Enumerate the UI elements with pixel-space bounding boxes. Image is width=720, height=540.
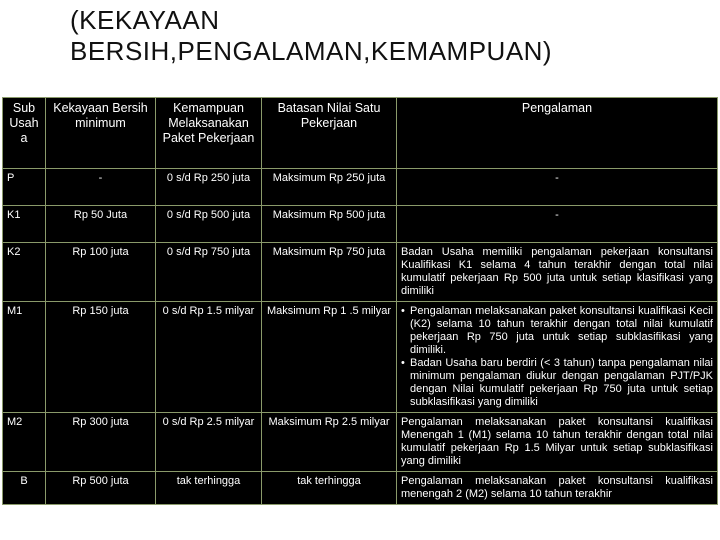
- header-pengalaman: Pengalaman: [397, 98, 718, 169]
- page-number: 47: [651, 507, 665, 521]
- table-row-p: [3, 169, 718, 206]
- bullet-item: • Pengalaman melaksanakan paket konsultansi kualifikasi Kecil (K2) selama 10 tahun terakhir dengan total nilai kumulatif pekerjaan Rp 750 juta untuk setiap subklasifikasi yang dimiliki.: [401, 305, 713, 357]
- cell-sub: M1: [3, 302, 46, 413]
- cell-kekayaan: Rp 500 juta: [46, 472, 156, 505]
- cell-sub: B: [3, 472, 46, 505]
- cell-batasan: tak terhingga: [262, 472, 397, 505]
- cell-batasan: Maksimum Rp 500 juta: [262, 206, 397, 243]
- cell-pengalaman: Badan Usaha memiliki pengalaman pekerjaan konsultansi Kualifikasi K1 selama 4 tahun terakhir dengan total nilai kumulatif pekerjaan Rp 500 juta untuk setiap klasifikasi yang dimiliki: [397, 243, 718, 302]
- cell-kemampuan: 0 s/d Rp 500 juta: [156, 206, 262, 243]
- slide-title: [70, 5, 552, 67]
- cell-kekayaan: Rp 150 juta: [46, 302, 156, 413]
- cell-kemampuan: 0 s/d Rp 2.5 milyar: [156, 413, 262, 472]
- cell-kemampuan: 0 s/d Rp 750 juta: [156, 243, 262, 302]
- table-header-row: [3, 98, 718, 169]
- header-batasan-nilai: Batasan Nilai Satu Pekerjaan: [262, 98, 397, 169]
- slide-title-line-1: (KEKAYAAN: [70, 5, 220, 35]
- cell-batasan: Maksimum Rp 750 juta: [262, 243, 397, 302]
- table-row-k1: [3, 206, 718, 243]
- table-row-m1: [3, 302, 718, 413]
- cell-pengalaman: Pengalaman melaksanakan paket konsultansi kualifikasi Menengah 1 (M1) selama 10 tahun terakhir dengan total nilai kumulatif pekerjaan Rp 1.5 Milyar untuk setiap subklasifikasi yang dimiliki: [397, 413, 718, 472]
- qualification-table: [2, 97, 718, 505]
- cell-sub: K2: [3, 243, 46, 302]
- cell-kemampuan: tak terhingga: [156, 472, 262, 505]
- cell-kemampuan: 0 s/d Rp 1.5 milyar: [156, 302, 262, 413]
- cell-kekayaan: Rp 300 juta: [46, 413, 156, 472]
- cell-pengalaman: [397, 302, 718, 413]
- header-kekayaan-bersih: Kekayaan Bersih minimum: [46, 98, 156, 169]
- cell-sub: P: [3, 169, 46, 206]
- table-row-b: [3, 472, 718, 505]
- cell-batasan: Maksimum Rp 250 juta: [262, 169, 397, 206]
- cell-sub: K1: [3, 206, 46, 243]
- cell-pengalaman: -: [397, 169, 718, 206]
- cell-pengalaman: Pengalaman melaksanakan paket konsultansi kualifikasi menengah 2 (M2) selama 10 tahun terakhir: [397, 472, 718, 505]
- slide-title-line-2: BERSIH,PENGALAMAN,KEMAMPUAN): [70, 36, 553, 66]
- bullet-item: • Badan Usaha baru berdiri (< 3 tahun) tanpa pengalaman nilai minimum pengalaman diukur dengan pengalaman PJT/PJK dengan Nilai kumulatif pekerjaan Rp 750 juta untuk setiap subklasifikasi yang dimiliki: [401, 357, 713, 409]
- cell-kemampuan: 0 s/d Rp 250 juta: [156, 169, 262, 206]
- table-row-k2: [3, 243, 718, 302]
- cell-kekayaan: -: [46, 169, 156, 206]
- cell-kekayaan: Rp 50 Juta: [46, 206, 156, 243]
- cell-sub: M2: [3, 413, 46, 472]
- pengalaman-bullet-list: [401, 305, 713, 409]
- header-sub-usaha: Sub Usah a: [3, 98, 46, 169]
- header-kemampuan: Kemampuan Melaksanakan Paket Pekerjaan: [156, 98, 262, 169]
- cell-pengalaman: -: [397, 206, 718, 243]
- table-row-m2: [3, 413, 718, 472]
- cell-batasan: Maksimum Rp 1 .5 milyar: [262, 302, 397, 413]
- cell-batasan: Maksimum Rp 2.5 milyar: [262, 413, 397, 472]
- cell-kekayaan: Rp 100 juta: [46, 243, 156, 302]
